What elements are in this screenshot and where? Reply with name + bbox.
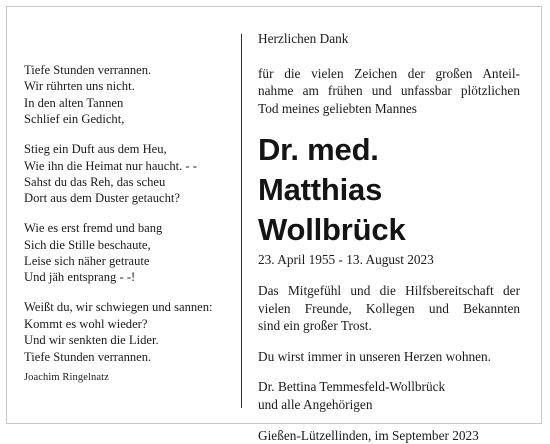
poem-line: Wir rührten uns nicht. (24, 79, 135, 94)
notice-heading: Herzlichen Dank (258, 31, 349, 46)
deceased-name: Matthias Wollbrück (258, 172, 406, 248)
deceased-title: Dr. med. (258, 132, 379, 168)
signatory-line: und alle Angehörigen (258, 396, 373, 412)
signatory-line: Dr. Bettina Temmesfeld-Wollbrück (258, 379, 446, 395)
poem-stanza-4 (24, 299, 234, 365)
place-and-date: Gießen-Lützellinden, im September 2023 (258, 427, 479, 443)
signatories (258, 378, 520, 413)
sympathy-paragraph (258, 282, 520, 335)
poem-line: Leise sich näher getraute (24, 254, 150, 269)
closing-line: Du wirst immer in unseren Herzen wohnen. (258, 348, 492, 364)
poem (24, 62, 234, 379)
poem-line: Sich die Stille beschaute, (24, 237, 151, 252)
poem-line: Weißt du, wir schwiegen und sannen: (24, 300, 213, 315)
thanks-paragraph (258, 65, 520, 118)
poem-stanza-3 (24, 220, 234, 286)
sympathy-line: Das Mitgefühl und die Hilfsbereitschaft der (258, 282, 520, 298)
poem-stanza-2 (24, 141, 234, 207)
thanks-line: nahme am frühen und unfassbar plötzlichen (258, 83, 520, 99)
poem-line: In den alten Tannen (24, 95, 124, 110)
poem-line: Tiefe Stunden verrannen. (24, 63, 152, 77)
poem-line: Kommt es wohl wieder? (24, 316, 148, 331)
poem-line: Tiefe Stunden verrannen. (24, 349, 152, 364)
poem-line: Und jäh entsprang - -! (24, 270, 136, 285)
poem-line: Stieg ein Duft aus dem Heu, (24, 142, 167, 157)
life-dates: 23. April 1955 - 13. August 2023 (258, 252, 434, 268)
thanks-line: Tod meines geliebten Mannes (258, 100, 417, 116)
poem-author: Joachim Ringelnatz (24, 372, 109, 383)
sympathy-line: sind ein großer Trost. (258, 318, 372, 334)
poem-line: Schlief ein Gedicht, (24, 112, 125, 127)
poem-line: Wie ihn die Heimat nur haucht. - - (24, 158, 197, 173)
thanks-line: für die vielen Zeichen der großen Anteil- (258, 65, 520, 81)
notice-text (258, 30, 520, 444)
poem-line: Sahst du das Reh, das scheu (24, 174, 166, 189)
poem-stanza-1 (24, 62, 234, 128)
poem-line: Und wir senkten die Lider. (24, 333, 159, 348)
poem-line: Wie es erst fremd und bang (24, 221, 163, 236)
column-divider (241, 34, 242, 408)
poem-line: Dort aus dem Duster getaucht? (24, 191, 180, 206)
sympathy-line: vielen Freunde, Kollegen und Bekannten (258, 300, 520, 316)
